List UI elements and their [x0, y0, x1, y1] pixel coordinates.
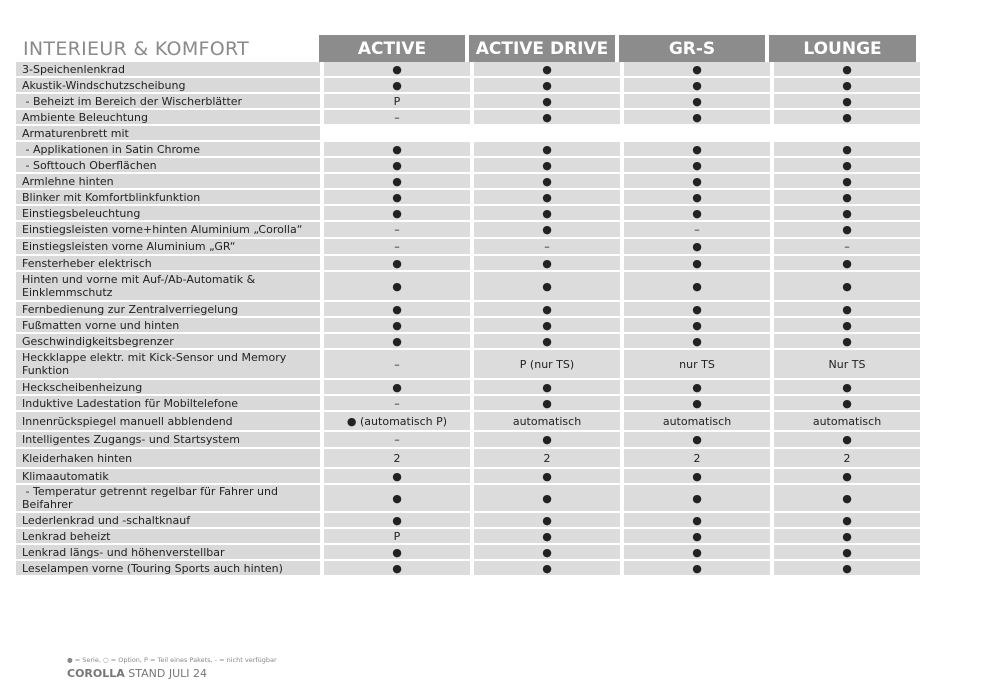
- feature-label: Lenkrad längs- und höhenverstellbar: [16, 545, 324, 561]
- feature-value: ●: [624, 469, 774, 485]
- feature-label: Fernbedienung zur Zentralverriegelung: [16, 302, 324, 318]
- feature-value: Nur TS: [774, 350, 920, 380]
- feature-value: ●: [624, 396, 774, 412]
- table-row: [16, 256, 920, 272]
- feature-value: ●: [474, 529, 624, 545]
- feature-value: –: [324, 432, 474, 449]
- table-row: [16, 126, 920, 142]
- feature-value: ●: [624, 78, 774, 94]
- table-row: [16, 412, 920, 432]
- feature-value: ●: [474, 174, 624, 190]
- feature-value: ●: [624, 190, 774, 206]
- feature-value: 2: [324, 449, 474, 469]
- feature-value: ●: [474, 110, 624, 126]
- feature-value: ●: [324, 380, 474, 396]
- table-row: [16, 432, 920, 449]
- feature-label: Fußmatten vorne und hinten: [16, 318, 324, 334]
- feature-value: ●: [474, 334, 624, 350]
- feature-value: 2: [474, 449, 624, 469]
- feature-value: ●: [624, 256, 774, 272]
- table-row: [16, 142, 920, 158]
- feature-label: Ambiente Beleuchtung: [16, 110, 324, 126]
- feature-value: automatisch: [624, 412, 774, 432]
- feature-value: –: [624, 222, 774, 239]
- table-row: [16, 302, 920, 318]
- feature-value: ●: [474, 206, 624, 222]
- feature-label: Heckscheibenheizung: [16, 380, 324, 396]
- table-row: [16, 529, 920, 545]
- feature-value: ●: [774, 318, 920, 334]
- feature-label: Geschwindigkeitsbegrenzer: [16, 334, 324, 350]
- feature-value: ●: [774, 380, 920, 396]
- feature-value: ●: [774, 561, 920, 577]
- feature-value: ●: [624, 485, 774, 513]
- brand-name: COROLLA: [67, 667, 125, 680]
- legend-footnote: ● = Serie, ○ = Option, P = Teil eines Pakets, - = nicht verfügbar: [67, 656, 277, 664]
- feature-value: ●: [324, 174, 474, 190]
- table-row: [16, 190, 920, 206]
- feature-value: ●: [474, 513, 624, 529]
- table-row: [16, 350, 920, 380]
- feature-value: ●: [624, 513, 774, 529]
- feature-value: ●: [324, 561, 474, 577]
- feature-value: ●: [474, 302, 624, 318]
- feature-label: Einstiegsbeleuchtung: [16, 206, 324, 222]
- feature-value: ●: [624, 318, 774, 334]
- feature-value: ●: [324, 302, 474, 318]
- feature-value: ●: [474, 256, 624, 272]
- feature-value: –: [324, 239, 474, 256]
- feature-label: Einstiegsleisten vorne Aluminium „GR“: [16, 239, 324, 256]
- feature-value: ●: [624, 432, 774, 449]
- feature-label: Leselampen vorne (Touring Sports auch hinten): [16, 561, 324, 577]
- feature-value: ●: [624, 206, 774, 222]
- table-row: [16, 110, 920, 126]
- feature-value: ●: [774, 272, 920, 302]
- feature-value: ●: [624, 158, 774, 174]
- feature-value: ●: [324, 469, 474, 485]
- feature-label: Induktive Ladestation für Mobiltelefone: [16, 396, 324, 412]
- feature-value: ●: [624, 334, 774, 350]
- feature-value: ●: [324, 142, 474, 158]
- feature-label: Kleiderhaken hinten: [16, 449, 324, 469]
- brand-stand: STAND JULI 24: [128, 667, 208, 680]
- table-row: [16, 334, 920, 350]
- feature-value: ●: [774, 256, 920, 272]
- feature-value: ●: [774, 174, 920, 190]
- table-row: [16, 561, 920, 577]
- feature-value: P: [324, 529, 474, 545]
- feature-label: Einstiegsleisten vorne+hinten Aluminium „Corolla“: [16, 222, 324, 239]
- feature-value: ●: [474, 380, 624, 396]
- section-title: INTERIEUR & KOMFORT: [23, 38, 250, 60]
- feature-value: nur TS: [624, 350, 774, 380]
- feature-value: ●: [774, 158, 920, 174]
- feature-value: ●: [474, 190, 624, 206]
- feature-value: ●: [624, 561, 774, 577]
- equipment-table-body: [16, 62, 920, 577]
- feature-value: ●: [624, 174, 774, 190]
- feature-value: ●: [474, 142, 624, 158]
- feature-value: ●: [624, 94, 774, 110]
- feature-label: Lenkrad beheizt: [16, 529, 324, 545]
- feature-value: –: [324, 396, 474, 412]
- feature-value: ●: [474, 318, 624, 334]
- feature-value: ●: [624, 239, 774, 256]
- feature-value: automatisch: [474, 412, 624, 432]
- table-row: [16, 318, 920, 334]
- feature-value: ●: [774, 78, 920, 94]
- table-row: [16, 469, 920, 485]
- table-row: [16, 222, 920, 239]
- feature-value: ●: [774, 529, 920, 545]
- feature-value: ●: [774, 62, 920, 78]
- feature-value: ●: [324, 190, 474, 206]
- feature-value: ●: [474, 485, 624, 513]
- feature-value: –: [324, 222, 474, 239]
- feature-value: ●: [774, 110, 920, 126]
- feature-value: ●: [774, 513, 920, 529]
- feature-label: Klimaautomatik: [16, 469, 324, 485]
- feature-label: 3-Speichenlenkrad: [16, 62, 324, 78]
- feature-value: ●: [474, 222, 624, 239]
- feature-value: ●: [474, 561, 624, 577]
- feature-value: –: [324, 110, 474, 126]
- feature-value: P (nur TS): [474, 350, 624, 380]
- column-header-active-drive: ACTIVE DRIVE: [469, 35, 615, 62]
- feature-label: Hinten und vorne mit Auf-/Ab-Automatik & Einklemmschutz: [16, 272, 324, 302]
- feature-value: ●: [324, 78, 474, 94]
- feature-value: ●: [474, 78, 624, 94]
- feature-label: - Softtouch Oberflächen: [16, 158, 324, 174]
- feature-value: ●: [624, 110, 774, 126]
- table-row: [16, 272, 920, 302]
- feature-value: –: [474, 239, 624, 256]
- feature-value: ●: [774, 302, 920, 318]
- feature-value: ●: [774, 190, 920, 206]
- feature-label: Armlehne hinten: [16, 174, 324, 190]
- feature-value: ●: [324, 334, 474, 350]
- feature-value: [324, 126, 474, 142]
- feature-value: ●: [624, 142, 774, 158]
- feature-value: automatisch: [774, 412, 920, 432]
- feature-value: ●: [474, 158, 624, 174]
- column-header-lounge: LOUNGE: [769, 35, 916, 62]
- feature-label: Innenrückspiegel manuell abblendend: [16, 412, 324, 432]
- table-row: [16, 158, 920, 174]
- feature-value: ●: [324, 206, 474, 222]
- feature-label: - Beheizt im Bereich der Wischerblätter: [16, 94, 324, 110]
- feature-value: ●: [474, 545, 624, 561]
- feature-value: [774, 126, 920, 142]
- table-row: [16, 396, 920, 412]
- feature-value: ● (automatisch P): [324, 412, 474, 432]
- feature-label: Fensterheber elektrisch: [16, 256, 324, 272]
- feature-value: ●: [624, 302, 774, 318]
- table-row: [16, 239, 920, 256]
- feature-label: Lederlenkrad und -schaltknauf: [16, 513, 324, 529]
- feature-value: ●: [324, 545, 474, 561]
- feature-value: ●: [474, 62, 624, 78]
- feature-value: ●: [324, 62, 474, 78]
- table-row: [16, 174, 920, 190]
- feature-value: [624, 126, 774, 142]
- table-row: [16, 513, 920, 529]
- feature-value: ●: [474, 396, 624, 412]
- feature-value: ●: [774, 469, 920, 485]
- feature-value: ●: [774, 206, 920, 222]
- feature-value: ●: [324, 318, 474, 334]
- table-row: [16, 380, 920, 396]
- table-row: [16, 94, 920, 110]
- feature-value: ●: [474, 272, 624, 302]
- feature-label: Intelligentes Zugangs- und Startsystem: [16, 432, 324, 449]
- feature-value: –: [324, 350, 474, 380]
- feature-value: 2: [624, 449, 774, 469]
- feature-value: ●: [624, 272, 774, 302]
- table-row: [16, 545, 920, 561]
- column-header-gr-s: GR-S: [619, 35, 765, 62]
- equipment-table: [16, 62, 920, 577]
- feature-label: - Applikationen in Satin Chrome: [16, 142, 324, 158]
- feature-value: ●: [774, 94, 920, 110]
- feature-value: ●: [474, 432, 624, 449]
- feature-value: ●: [774, 396, 920, 412]
- feature-value: ●: [474, 94, 624, 110]
- feature-label: Heckklappe elektr. mit Kick-Sensor und Memory Funktion: [16, 350, 324, 380]
- column-header-active: ACTIVE: [319, 35, 465, 62]
- feature-value: ●: [624, 380, 774, 396]
- feature-value: P: [324, 94, 474, 110]
- feature-value: ●: [624, 62, 774, 78]
- table-row: [16, 62, 920, 78]
- table-row: [16, 449, 920, 469]
- table-row: [16, 485, 920, 513]
- feature-value: ●: [324, 513, 474, 529]
- table-row: [16, 78, 920, 94]
- feature-value: ●: [324, 272, 474, 302]
- feature-value: 2: [774, 449, 920, 469]
- feature-label: Armaturenbrett mit: [16, 126, 324, 142]
- feature-value: ●: [774, 485, 920, 513]
- feature-value: ●: [324, 158, 474, 174]
- feature-value: ●: [774, 432, 920, 449]
- feature-value: ●: [624, 529, 774, 545]
- feature-value: [474, 126, 624, 142]
- feature-value: ●: [474, 469, 624, 485]
- feature-label: - Temperatur getrennt regelbar für Fahrer und Beifahrer: [16, 485, 324, 513]
- feature-value: ●: [324, 485, 474, 513]
- feature-label: Blinker mit Komfortblinkfunktion: [16, 190, 324, 206]
- feature-value: ●: [774, 142, 920, 158]
- feature-value: ●: [774, 545, 920, 561]
- feature-label: Akustik-Windschutzscheibung: [16, 78, 324, 94]
- feature-value: –: [774, 239, 920, 256]
- table-row: [16, 206, 920, 222]
- feature-value: ●: [624, 545, 774, 561]
- feature-value: ●: [324, 256, 474, 272]
- brand-footer: [67, 667, 207, 680]
- feature-value: ●: [774, 334, 920, 350]
- feature-value: ●: [774, 222, 920, 239]
